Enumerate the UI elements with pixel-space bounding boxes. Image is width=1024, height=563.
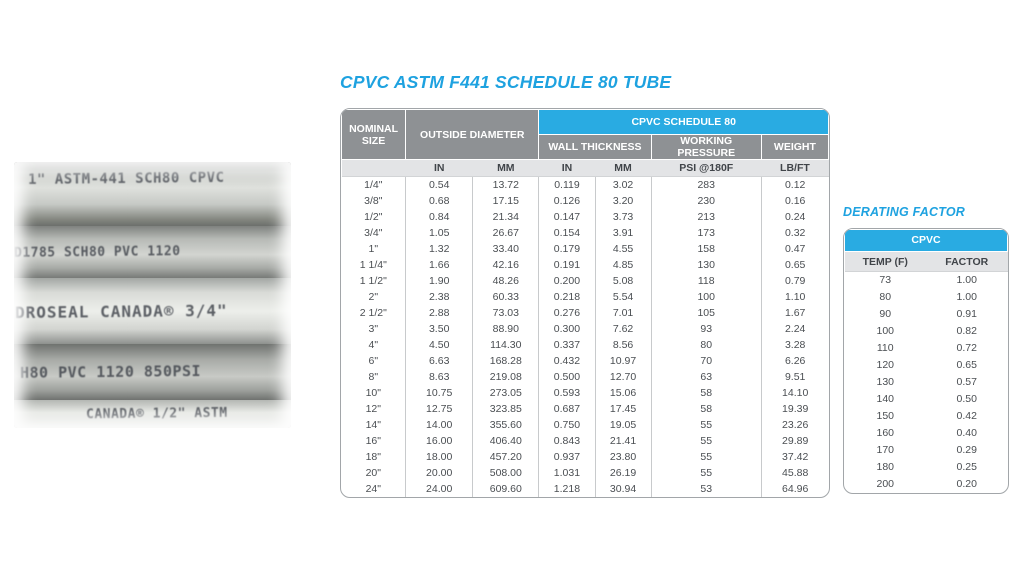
table-cell: 15.06 [595, 385, 651, 401]
table-cell: 200 [876, 478, 895, 490]
table-cell: 273.05 [473, 385, 539, 401]
table-cell: 114.30 [473, 337, 539, 353]
table-row [342, 337, 829, 353]
table-cell: 0.82 [956, 325, 977, 337]
table-cell: 6.63 [406, 353, 473, 369]
unit-cell-empty [342, 160, 406, 177]
table-cell: 0.42 [956, 410, 977, 422]
table-cell: 4.55 [595, 241, 651, 257]
table-cell: 0.337 [539, 337, 595, 353]
table-row [342, 401, 829, 417]
table-cell: 1.90 [406, 273, 473, 289]
table-cell: 0.593 [539, 385, 595, 401]
table-cell: 73.03 [473, 305, 539, 321]
table-row [342, 321, 829, 337]
table-cell: 160 [876, 427, 895, 439]
table-cell: 55 [651, 465, 761, 481]
table-cell: 2 1/2" [359, 306, 387, 319]
table-cell: 1" [368, 242, 379, 255]
pipe-marking: CANADA® 1/2" ASTM [85, 405, 228, 423]
table-row [845, 340, 1008, 357]
table-cell: 73 [879, 274, 892, 287]
main-table-body [342, 177, 829, 497]
pipe-marking: DROSEAL CANADA® 3/4" [14, 300, 228, 322]
table-cell: 8.63 [406, 369, 473, 385]
table-cell: 90 [879, 308, 892, 320]
derating-table [843, 228, 1009, 494]
table-cell: 0.79 [761, 273, 828, 289]
header-factor: FACTOR [926, 252, 1008, 272]
table-cell: 0.154 [539, 225, 595, 241]
pipe-image [14, 226, 291, 278]
table-cell: 8.56 [595, 337, 651, 353]
table-row [342, 433, 829, 449]
table-cell: 1.218 [539, 481, 595, 497]
table-cell: 8" [368, 370, 379, 383]
table-cell: 0.40 [956, 427, 977, 439]
table-cell: 1.32 [406, 241, 473, 257]
table-row [342, 177, 829, 193]
table-row [845, 408, 1008, 425]
derating-table-title: DERATING FACTOR [843, 205, 965, 219]
table-cell: 0.276 [539, 305, 595, 321]
header-cpvc-schedule-80: CPVC SCHEDULE 80 [539, 110, 829, 135]
table-cell: 26.67 [473, 225, 539, 241]
table-cell: 30.94 [595, 481, 651, 497]
table-cell: 0.65 [956, 359, 977, 371]
table-row [342, 385, 829, 401]
table-cell: 2.38 [406, 289, 473, 305]
table-cell: 0.843 [539, 433, 595, 449]
table-cell: 0.432 [539, 353, 595, 369]
table-cell: 1 1/2" [359, 274, 387, 287]
table-cell: 18.00 [406, 449, 473, 465]
table-cell: 0.47 [761, 241, 828, 257]
table-cell: 21.41 [595, 433, 651, 449]
table-cell: 230 [651, 193, 761, 209]
table-cell: 323.85 [473, 401, 539, 417]
table-cell: 10" [365, 386, 382, 399]
table-cell: 0.750 [539, 417, 595, 433]
table-cell: 2.88 [406, 305, 473, 321]
table-cell: 0.147 [539, 209, 595, 225]
table-cell: 80 [651, 337, 761, 353]
table-cell: 7.62 [595, 321, 651, 337]
table-cell: 1.67 [761, 305, 828, 321]
table-cell: 3.50 [406, 321, 473, 337]
table-cell: 7.01 [595, 305, 651, 321]
table-cell: 100 [876, 325, 895, 337]
table-cell: 0.68 [406, 193, 473, 209]
table-cell: 0.91 [956, 308, 977, 320]
table-cell: 0.84 [406, 209, 473, 225]
table-cell: 1.05 [406, 225, 473, 241]
table-cell: 13.72 [473, 177, 539, 193]
table-cell: 33.40 [473, 241, 539, 257]
table-cell: 1.031 [539, 465, 595, 481]
table-cell: 3/8" [364, 194, 383, 207]
table-row [342, 369, 829, 385]
main-table [340, 108, 830, 498]
table-cell: 170 [876, 444, 895, 456]
table-cell: 0.191 [539, 257, 595, 273]
table-cell: 64.96 [761, 481, 828, 497]
pipe-image [14, 344, 291, 400]
table-cell: 0.54 [406, 177, 473, 193]
table-cell: 3.20 [595, 193, 651, 209]
table-cell: 23.26 [761, 417, 828, 433]
table-cell: 110 [876, 342, 894, 354]
table-cell: 5.08 [595, 273, 651, 289]
table-cell: 0.16 [761, 193, 828, 209]
table-cell: 21.34 [473, 209, 539, 225]
table-cell: 130 [876, 376, 895, 388]
table-row [845, 425, 1008, 442]
table-cell: 19.05 [595, 417, 651, 433]
table-cell: 0.179 [539, 241, 595, 257]
table-cell: 0.218 [539, 289, 595, 305]
pipe-image [14, 162, 291, 226]
table-row [342, 209, 829, 225]
unit-cell: IN [539, 160, 595, 177]
table-cell: 0.937 [539, 449, 595, 465]
header-working-pressure: WORKING PRESSURE [651, 135, 761, 160]
table-cell: 58 [651, 385, 761, 401]
table-row [342, 305, 829, 321]
unit-cell: LB/FT [761, 160, 828, 177]
table-row [342, 417, 829, 433]
header-nominal-size: NOMINAL SIZE [342, 110, 406, 160]
pipe-marking: 1" ASTM-441 SCH80 CPVC [27, 169, 225, 188]
table-cell: 173 [651, 225, 761, 241]
table-cell: 457.20 [473, 449, 539, 465]
table-cell: 10.97 [595, 353, 651, 369]
table-cell: 20" [365, 466, 382, 479]
table-cell: 1.00 [956, 291, 977, 303]
table-cell: 1 1/4" [359, 258, 387, 271]
table-cell: 0.500 [539, 369, 595, 385]
main-table-title: CPVC ASTM F441 SCHEDULE 80 TUBE [340, 72, 672, 92]
table-cell: 2.24 [761, 321, 828, 337]
table-cell: 14.00 [406, 417, 473, 433]
table-row [342, 257, 829, 273]
table-cell: 24" [365, 482, 382, 495]
table-cell: 3.91 [595, 225, 651, 241]
table-cell: 80 [879, 291, 892, 303]
table-cell: 10.75 [406, 385, 473, 401]
table-cell: 508.00 [473, 465, 539, 481]
header-temp-f: TEMP (F) [845, 252, 927, 272]
table-cell: 0.29 [956, 444, 977, 456]
header-weight: WEIGHT [761, 135, 828, 160]
table-cell: 70 [651, 353, 761, 369]
table-row [342, 353, 829, 369]
table-cell: 130 [651, 257, 761, 273]
table-cell: 4.50 [406, 337, 473, 353]
table-row [845, 289, 1008, 306]
table-cell: 168.28 [473, 353, 539, 369]
table-cell: 150 [876, 410, 895, 422]
table-cell: 9.51 [761, 369, 828, 385]
table-cell: 29.89 [761, 433, 828, 449]
table-cell: 120 [876, 359, 895, 371]
table-cell: 37.42 [761, 449, 828, 465]
table-cell: 23.80 [595, 449, 651, 465]
table-row [845, 323, 1008, 340]
table-cell: 16" [365, 434, 382, 447]
table-row [342, 289, 829, 305]
table-cell: 6" [368, 354, 379, 367]
table-row [845, 272, 1008, 289]
table-row [342, 481, 829, 497]
pipes-photo [14, 162, 291, 428]
table-cell: 6.26 [761, 353, 828, 369]
table-row [845, 442, 1008, 459]
table-row [845, 391, 1008, 408]
main-section [340, 72, 830, 498]
pipe-marking: H80 PVC 1120 850PSI [19, 362, 202, 382]
table-cell: 93 [651, 321, 761, 337]
table-cell: 0.50 [956, 393, 977, 405]
table-cell: 42.16 [473, 257, 539, 273]
table-row [342, 449, 829, 465]
table-cell: 55 [651, 433, 761, 449]
table-cell: 26.19 [595, 465, 651, 481]
table-cell: 0.12 [761, 177, 828, 193]
table-cell: 12.75 [406, 401, 473, 417]
table-cell: 60.33 [473, 289, 539, 305]
table-cell: 17.15 [473, 193, 539, 209]
table-cell: 12.70 [595, 369, 651, 385]
table-cell: 100 [651, 289, 761, 305]
table-cell: 45.88 [761, 465, 828, 481]
table-cell: 283 [651, 177, 761, 193]
pipe-marking: D1785 SCH80 PVC 1120 [14, 243, 181, 261]
table-cell: 0.57 [956, 376, 977, 388]
table-cell: 219.08 [473, 369, 539, 385]
table-cell: 4.85 [595, 257, 651, 273]
table-cell: 58 [651, 401, 761, 417]
table-cell: 105 [651, 305, 761, 321]
table-cell: 1.10 [761, 289, 828, 305]
table-cell: 55 [651, 417, 761, 433]
table-cell: 0.24 [761, 209, 828, 225]
pipe-image [14, 278, 291, 344]
table-cell: 406.40 [473, 433, 539, 449]
table-cell: 53 [651, 481, 761, 497]
unit-cell: MM [473, 160, 539, 177]
table-cell: 3/4" [364, 226, 383, 239]
table-cell: 0.20 [956, 478, 977, 490]
table-cell: 0.200 [539, 273, 595, 289]
header-cpvc: CPVC [845, 230, 1008, 252]
table-cell: 18" [365, 450, 382, 463]
table-cell: 48.26 [473, 273, 539, 289]
table-cell: 118 [651, 273, 761, 289]
table-cell: 180 [876, 461, 895, 473]
table-cell: 158 [651, 241, 761, 257]
table-row [845, 374, 1008, 391]
table-cell: 213 [651, 209, 761, 225]
table-cell: 0.65 [761, 257, 828, 273]
table-row [342, 273, 829, 289]
table-cell: 63 [651, 369, 761, 385]
table-cell: 19.39 [761, 401, 828, 417]
table-cell: 1/4" [364, 178, 383, 191]
table-cell: 0.32 [761, 225, 828, 241]
table-cell: 3.02 [595, 177, 651, 193]
table-cell: 14" [365, 418, 382, 431]
table-cell: 14.10 [761, 385, 828, 401]
table-cell: 5.54 [595, 289, 651, 305]
table-cell: 1/2" [364, 210, 383, 223]
table-cell: 24.00 [406, 481, 473, 497]
table-cell: 3.28 [761, 337, 828, 353]
table-cell: 0.300 [539, 321, 595, 337]
table-row [342, 465, 829, 481]
table-cell: 0.25 [956, 461, 977, 473]
table-row [342, 241, 829, 257]
header-outside-diameter: OUTSIDE DIAMETER [406, 110, 539, 160]
table-cell: 0.119 [539, 177, 595, 193]
unit-cell: PSI @180F [651, 160, 761, 177]
table-cell: 3" [368, 322, 379, 335]
table-cell: 55 [651, 449, 761, 465]
table-cell: 1.66 [406, 257, 473, 273]
table-cell: 1.00 [956, 274, 977, 287]
unit-cell: IN [406, 160, 473, 177]
table-row [845, 306, 1008, 323]
header-wall-thickness: WALL THICKNESS [539, 135, 651, 160]
table-cell: 0.687 [539, 401, 595, 417]
unit-cell: MM [595, 160, 651, 177]
table-cell: 20.00 [406, 465, 473, 481]
table-cell: 140 [876, 393, 895, 405]
table-cell: 0.126 [539, 193, 595, 209]
table-cell: 4" [368, 338, 379, 351]
table-cell: 2" [368, 290, 379, 303]
table-cell: 3.73 [595, 209, 651, 225]
table-cell: 12" [365, 402, 382, 415]
table-row [845, 357, 1008, 374]
table-cell: 0.72 [956, 342, 977, 354]
derating-section [843, 205, 1009, 494]
table-cell: 88.90 [473, 321, 539, 337]
table-row [845, 459, 1008, 476]
table-cell: 609.60 [473, 481, 539, 497]
table-row [342, 225, 829, 241]
table-cell: 355.60 [473, 417, 539, 433]
table-row [845, 476, 1008, 493]
derating-table-body [845, 272, 1008, 493]
table-cell: 17.45 [595, 401, 651, 417]
table-cell: 16.00 [406, 433, 473, 449]
pipe-image [14, 400, 291, 428]
table-row [342, 193, 829, 209]
